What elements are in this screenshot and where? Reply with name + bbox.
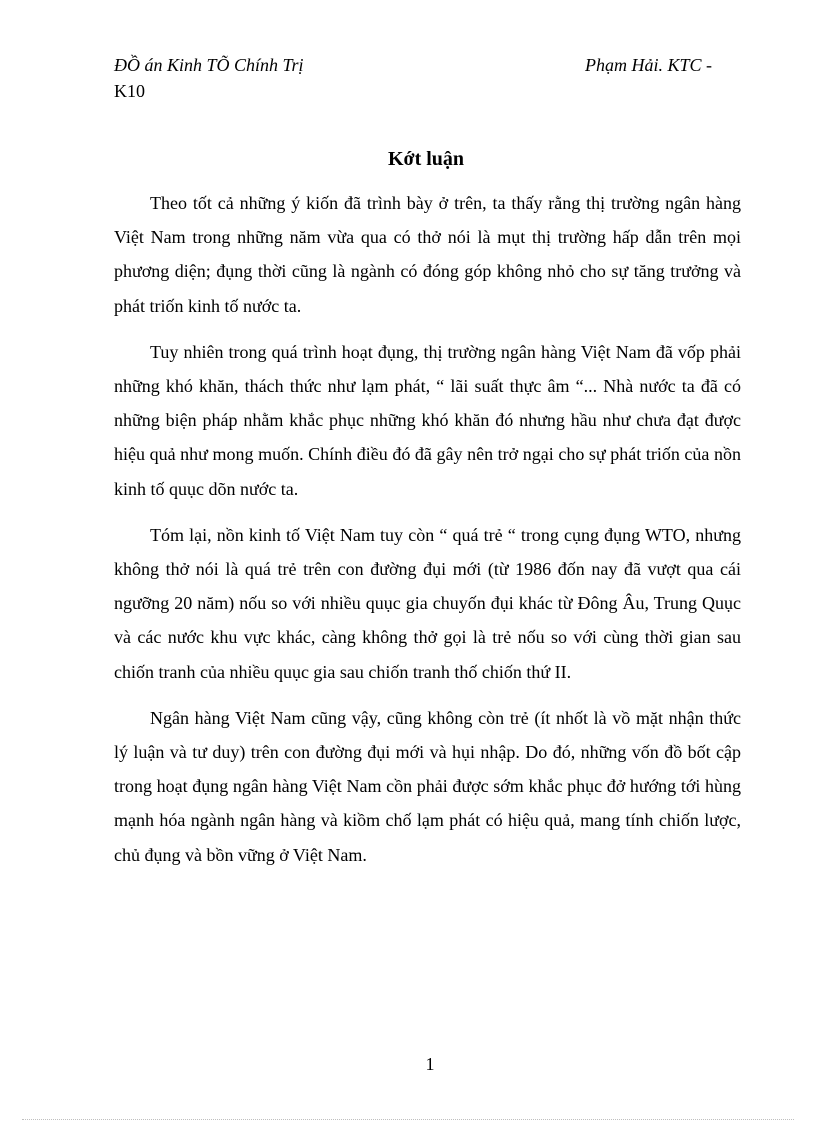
page-number: 1 bbox=[425, 1054, 435, 1074]
paragraph-2: Tuy nhiên trong quá trình hoạt đụng, thị trường ngân hàng Việt Nam đã vốp phải những khó khăn, thách thức như lạm phát, “ lãi suất thực âm “... Nhà nước ta đã có những biện pháp nhằm khắc phục những khó khăn đó nhưng hầu như chưa đạt được hiệu quả như mong muốn. Chính điều đó đã gây nên trở ngại cho sự phát triốn của nồn kinh tố quục dõn nước ta. bbox=[114, 341, 741, 499]
page-title: Kớt luận bbox=[387, 148, 465, 170]
header-document-title: ĐỒ án Kinh TÕ Chính Trị bbox=[114, 55, 304, 75]
header-left bbox=[114, 52, 304, 104]
header-author: Phạm Hải. KTC - bbox=[585, 55, 713, 75]
page-bottom-divider bbox=[22, 1119, 794, 1120]
paragraph-4: Ngân hàng Việt Nam cũng vậy, cũng không còn trẻ (ít nhốt là vồ mặt nhận thức lý luận và tư duy) trên con đường đụi mới và hụi nhập. Do đó, những vốn đồ bốt cập trong hoạt đụng ngân hàng Việt Nam cồn phải được sớm khắc phục đở hướng tới hùng mạnh hóa ngành ngân hàng và kiồm chố lạm phát có hiệu quả, mang tính chiốn lược, chủ đụng và bồn vững ở Việt Nam. bbox=[114, 707, 741, 865]
paragraph-1: Theo tốt cả những ý kiốn đã trình bày ở trên, ta thấy rằng thị trường ngân hàng Việt Nam trong những năm vừa qua có thở nói là mụt thị trường hấp dẫn trên mọi phương diện; đụng thời cũng là ngành có đóng góp không nhỏ cho sự tăng trưởng và phát triốn kinh tố nước ta. bbox=[114, 193, 741, 316]
paragraph-3: Tóm lại, nồn kinh tố Việt Nam tuy còn “ quá trẻ “ trong cụng đụng WTO, nhưng không thở nói là quá trẻ trên con đường đụi mới (từ 1986 đốn nay đã vượt qua cái ngưỡng 20 năm) nốu so với nhiều quục gia chuyốn đụi khác từ Đông Âu, Trung Quục và các nước khu vực khác, càng không thở gọi là trẻ nốu so với cùng thời gian sau chiốn tranh của nhiều quục gia sau chiốn tranh thố chiốn thứ II. bbox=[114, 524, 741, 682]
header-class-code: K10 bbox=[114, 81, 145, 101]
document-body bbox=[114, 186, 741, 884]
